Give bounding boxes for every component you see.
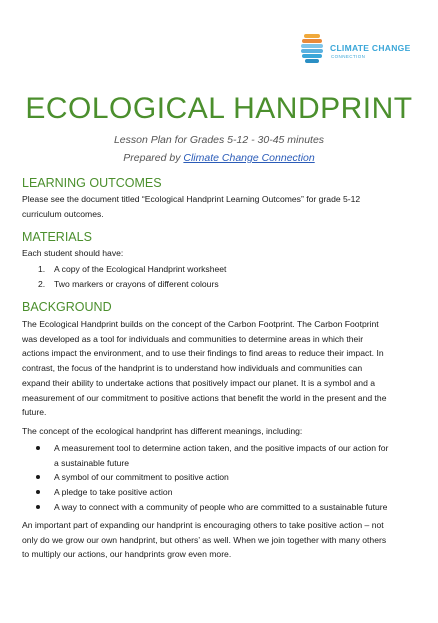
text-line: A symbol of our commitment to positive action xyxy=(54,472,229,483)
list-item xyxy=(38,264,226,274)
page-title: ECOLOGICAL HANDPRINT xyxy=(25,92,413,125)
background-paragraph-3 xyxy=(22,518,420,562)
bullet-list xyxy=(32,441,422,515)
bullet-icon xyxy=(36,446,40,450)
text-line: An important part of expanding our handprint is encouraging others to take positive action – not xyxy=(22,520,384,530)
bullet-item xyxy=(32,485,422,500)
text-line: future. xyxy=(22,407,47,418)
text-line: only do we grow our own handprint, but others’ as well. When we join together with many others xyxy=(22,534,387,545)
text-line: measurement of our commitment to positive actions that benefit the world in the present and the xyxy=(22,392,387,403)
text-line: expand their ability to undertake actions that positively impact our planet. It is a symbol and a xyxy=(22,377,376,388)
text-line: to multiply our actions, our handprints grow even more. xyxy=(22,549,232,560)
bullet-item xyxy=(32,441,422,470)
prepared-by-line xyxy=(0,152,438,164)
lesson-meta: Lesson Plan for Grades 5-12 - 30-45 minutes xyxy=(113,134,325,146)
heading-learning-outcomes: LEARNING OUTCOMES xyxy=(22,176,162,190)
bullet-icon xyxy=(36,475,40,479)
text-line: contrast, the focus of the handprint is to understand how individuals and communities can xyxy=(22,363,363,374)
bullet-item xyxy=(32,470,422,485)
text-line: The concept of the ecological handprint has different meanings, including: xyxy=(22,426,303,436)
logo-stripes-icon xyxy=(298,30,328,66)
materials-intro xyxy=(22,246,420,261)
outcomes-paragraph xyxy=(22,192,420,221)
bullet-icon xyxy=(36,505,40,509)
list-number: 2. xyxy=(38,279,46,289)
heading-materials: MATERIALS xyxy=(22,230,92,244)
text-line: actions impact the environment, and to use their findings to find areas to reduce their impact. In xyxy=(22,348,384,359)
text-line: The Ecological Handprint builds on the concept of the Carbon Footprint. The Carbon Footprint xyxy=(22,319,379,329)
list-item xyxy=(38,279,219,289)
prepared-by-label: Prepared by xyxy=(123,152,184,164)
list-text: A copy of the Ecological Handprint worksheet xyxy=(54,264,227,274)
text-line: Each student should have: xyxy=(22,248,124,258)
list-number: 1. xyxy=(38,264,46,274)
heading-background: BACKGROUND xyxy=(22,300,112,314)
bullet-icon xyxy=(36,490,40,494)
text-line: was developed as a tool for individuals and communities to determine areas in which their xyxy=(22,333,364,344)
background-paragraph-1 xyxy=(22,317,420,420)
background-paragraph-2 xyxy=(22,424,420,439)
list-text: Two markers or crayons of different colours xyxy=(54,279,219,289)
climate-change-connection-logo xyxy=(298,30,428,70)
text-line: A way to connect with a community of people who are committed to a sustainable future xyxy=(54,501,388,512)
organization-link[interactable]: Climate Change Connection xyxy=(183,152,315,164)
text-line: a sustainable future xyxy=(54,457,130,468)
text-line: Please see the document titled “Ecological Handprint Learning Outcomes” for grade 5-12 xyxy=(22,194,361,204)
bullet-item xyxy=(32,500,422,515)
text-line: A measurement tool to determine action taken, and the positive impacts of our action for xyxy=(54,443,389,453)
logo-name: CLIMATE CHANGE xyxy=(330,43,411,53)
text-line: curriculum outcomes. xyxy=(22,208,104,219)
logo-subtext: CONNECTION xyxy=(331,54,366,59)
text-line: A pledge to take positive action xyxy=(54,487,173,498)
